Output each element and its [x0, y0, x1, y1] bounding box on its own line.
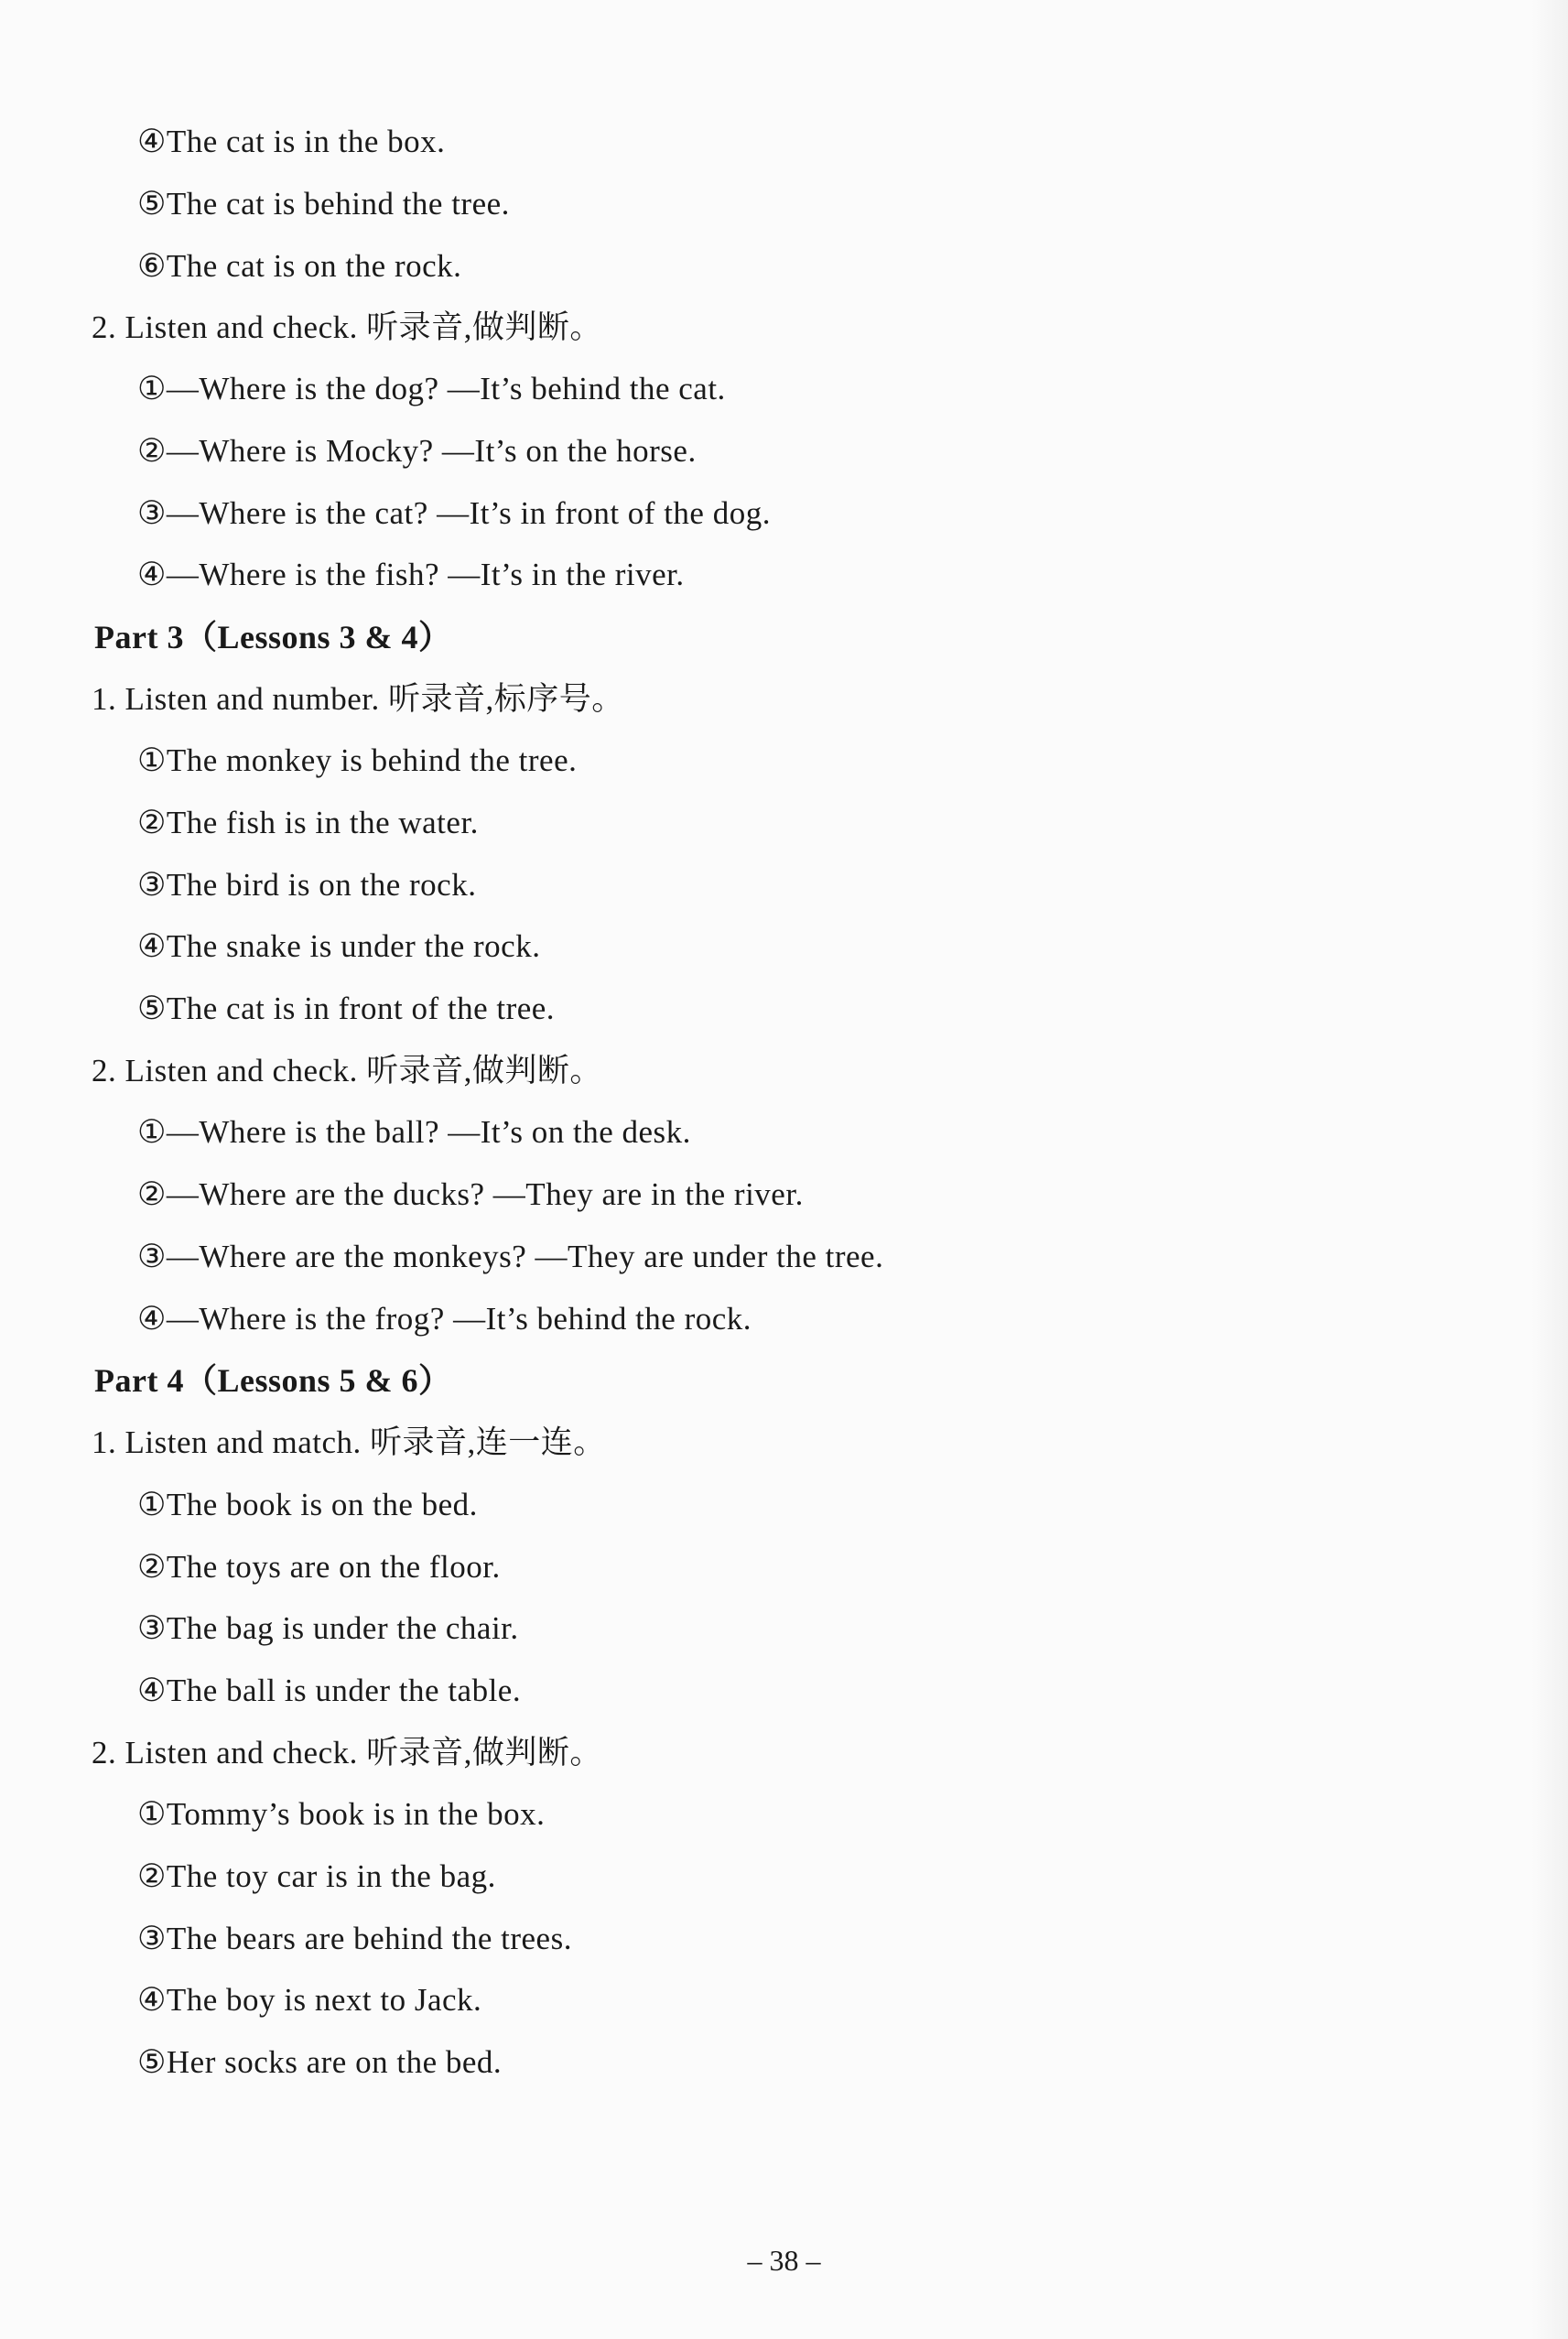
answer-line: ④The boy is next to Jack. — [137, 1982, 482, 2018]
section-heading: Part 4（Lessons 5 & 6） — [94, 1362, 452, 1399]
answer-line: ④The ball is under the table. — [137, 1673, 522, 1708]
page-number: – 38 – — [747, 2244, 821, 2277]
answer-line: ①Tommy’s book is in the box. — [137, 1796, 546, 1832]
question-line: 2. Listen and check. 听录音,做判断。 — [92, 1053, 602, 1088]
answer-line: ④The cat is in the box. — [137, 124, 446, 159]
question-line: 1. Listen and number. 听录音,标序号。 — [92, 681, 624, 717]
answer-line: ③The bird is on the rock. — [137, 867, 477, 903]
answer-line: ④—Where is the frog? —It’s behind the rock. — [137, 1301, 752, 1337]
answer-line: ①The monkey is behind the tree. — [137, 742, 578, 778]
answer-line: ②—Where is Mocky? —It’s on the horse. — [137, 433, 697, 469]
answer-line: ①The book is on the bed. — [137, 1487, 478, 1522]
question-line: 2. Listen and check. 听录音,做判断。 — [92, 1735, 602, 1770]
answer-line: ⑥The cat is on the rock. — [137, 248, 462, 284]
answer-line: ④—Where is the fish? —It’s in the river. — [137, 557, 685, 592]
section-heading: Part 3（Lessons 3 & 4） — [94, 619, 452, 655]
answer-line: ①—Where is the dog? —It’s behind the cat. — [137, 371, 726, 406]
answer-line: ②The toys are on the floor. — [137, 1549, 501, 1585]
answer-line: ④The snake is under the rock. — [137, 928, 541, 964]
question-line: 2. Listen and check. 听录音,做判断。 — [92, 309, 602, 345]
answer-line: ③—Where are the monkeys? —They are under the tree. — [137, 1239, 884, 1274]
answer-line: ⑤The cat is behind the tree. — [137, 186, 510, 222]
answer-line: ③The bag is under the chair. — [137, 1610, 519, 1646]
answer-line: ⑤The cat is in front of the tree. — [137, 991, 556, 1026]
answer-line: ②The fish is in the water. — [137, 805, 479, 840]
answer-line: ③—Where is the cat? —It’s in front of the dog. — [137, 495, 771, 531]
question-line: 1. Listen and match. 听录音,连一连。 — [92, 1424, 606, 1460]
answer-line: ③The bears are behind the trees. — [137, 1921, 572, 1956]
answer-line: ⑤Her socks are on the bed. — [137, 2044, 503, 2080]
answer-line: ②—Where are the ducks? —They are in the river. — [137, 1176, 804, 1212]
answer-line: ①—Where is the ball? —It’s on the desk. — [137, 1114, 691, 1150]
answer-line: ②The toy car is in the bag. — [137, 1858, 496, 1894]
page-edge-shadow — [1531, 0, 1568, 2339]
